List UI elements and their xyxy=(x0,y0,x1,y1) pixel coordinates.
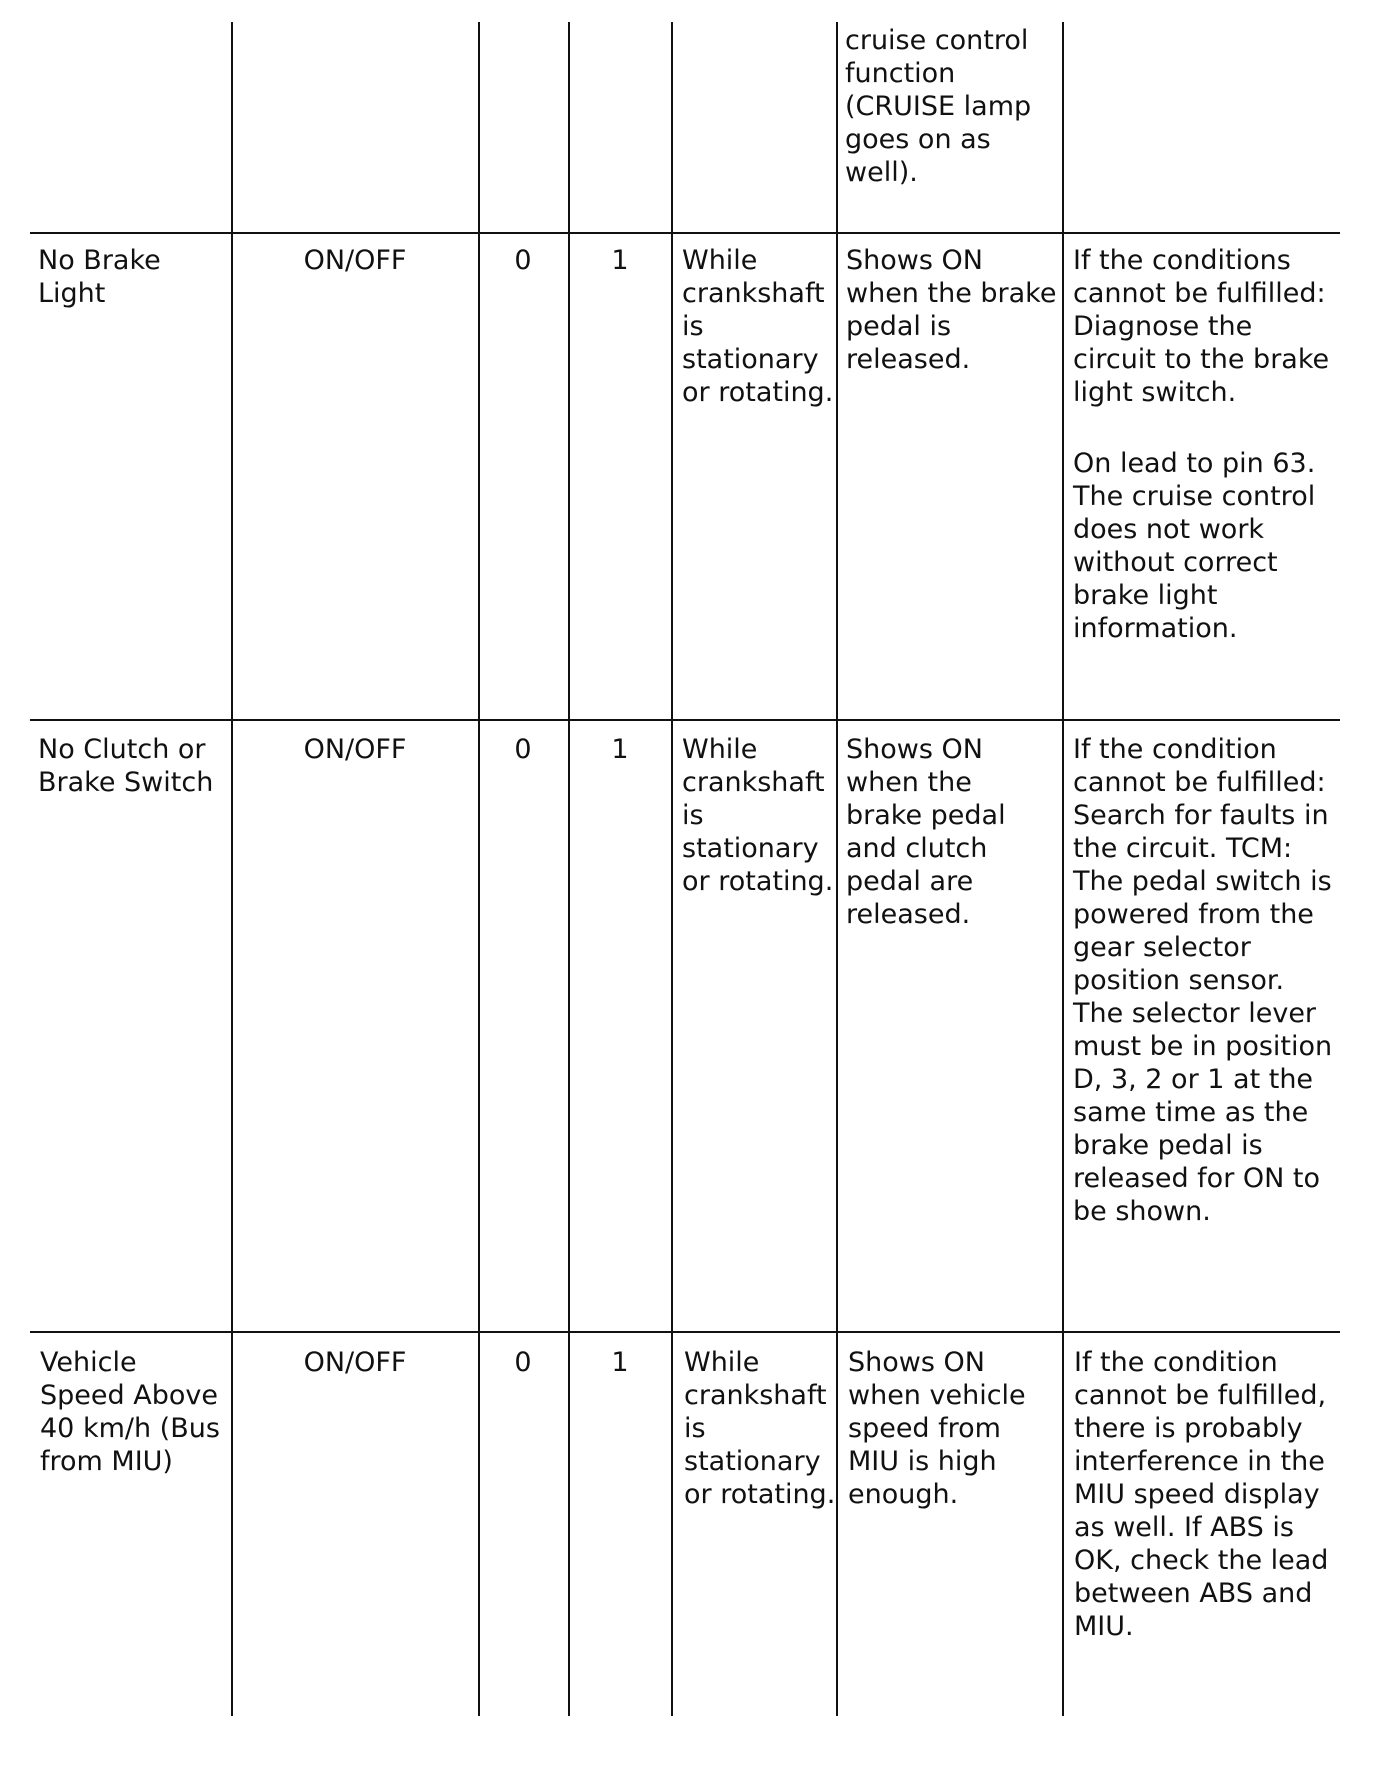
column-rule-5 xyxy=(836,22,838,1716)
parameter-values: ON/OFF xyxy=(303,734,407,765)
table-row-3-condition xyxy=(684,1346,836,1511)
table-row-1-min xyxy=(483,244,563,277)
parameter-values: ON/OFF xyxy=(303,1347,407,1378)
parameter-name: No Clutch or Brake Switch xyxy=(38,734,214,798)
table-row-2-min xyxy=(483,733,563,766)
continuation-description: cruise control function (CRUISE lamp goes on as well). xyxy=(845,25,1032,188)
table-row-3-values xyxy=(236,1346,474,1379)
parameter-note: If the condition cannot be fulfilled, there is probably interference in the MIU speed display as well. If ABS is OK, check the lead between ABS and MIU. xyxy=(1074,1347,1329,1642)
table-row-3-notes xyxy=(1074,1346,1340,1643)
table-row-2-max xyxy=(573,733,667,766)
table-row-1-description xyxy=(846,244,1060,376)
table-row-3-name xyxy=(40,1346,228,1478)
table-row-2-values xyxy=(236,733,474,766)
table-row-1-max xyxy=(573,244,667,277)
table-row-1-values xyxy=(236,244,474,277)
parameter-max: 1 xyxy=(611,245,629,276)
parameter-description: Shows ON when vehicle speed from MIU is high enough. xyxy=(848,1347,1026,1510)
table-row-2-description xyxy=(846,733,1036,931)
parameter-note: If the condition cannot be fulfilled: Search for faults in the circuit. TCM: The pedal switch is powered from the gear selector position sensor. The selector lever must be in position D, 3, 2 or 1 at the same time as the brake pedal is released for ON to be shown. xyxy=(1073,734,1333,1227)
parameter-max: 1 xyxy=(611,1347,629,1378)
parameter-values: ON/OFF xyxy=(303,245,407,276)
parameter-name: No Brake Light xyxy=(38,245,161,309)
table-row-3-max xyxy=(573,1346,667,1379)
table-row-1-condition xyxy=(682,244,834,409)
parameter-condition: While crankshaft is stationary or rotating. xyxy=(684,1347,836,1510)
column-rule-4 xyxy=(671,22,673,1716)
parameter-max: 1 xyxy=(611,734,629,765)
table-row-1-name xyxy=(38,244,226,310)
parameter-description: Shows ON when the brake pedal and clutch pedal are released. xyxy=(846,734,1006,930)
table-row-3-min xyxy=(483,1346,563,1379)
parameter-note: On lead to pin 63. The cruise control does not work without correct brake light information. xyxy=(1073,448,1316,644)
column-rule-3 xyxy=(568,22,570,1716)
table-row-2-condition xyxy=(682,733,834,898)
column-rule-6 xyxy=(1062,22,1064,1716)
table-row-3-description xyxy=(848,1346,1058,1511)
parameter-condition: While crankshaft is stationary or rotating. xyxy=(682,734,834,897)
column-rule-2 xyxy=(478,22,480,1716)
row-rule-3 xyxy=(30,1331,1340,1333)
continuation-description-cell xyxy=(845,24,1055,189)
table-row-2-notes xyxy=(1073,733,1341,1228)
table-row-2-name xyxy=(38,733,228,799)
column-rule-1 xyxy=(231,22,233,1716)
parameter-description: Shows ON when the brake pedal is released. xyxy=(846,245,1057,375)
table-row-1-notes xyxy=(1073,244,1341,645)
parameter-note: If the conditions cannot be fulfilled: Diagnose the circuit to the brake light switch. xyxy=(1073,245,1330,408)
parameter-min: 0 xyxy=(514,1347,532,1378)
row-rule-2 xyxy=(30,719,1340,721)
parameter-name: Vehicle Speed Above 40 km/h (Bus from MIU) xyxy=(40,1347,220,1477)
parameter-condition: While crankshaft is stationary or rotating. xyxy=(682,245,834,408)
parameter-min: 0 xyxy=(514,734,532,765)
parameter-min: 0 xyxy=(514,245,532,276)
row-rule-1 xyxy=(30,232,1340,234)
